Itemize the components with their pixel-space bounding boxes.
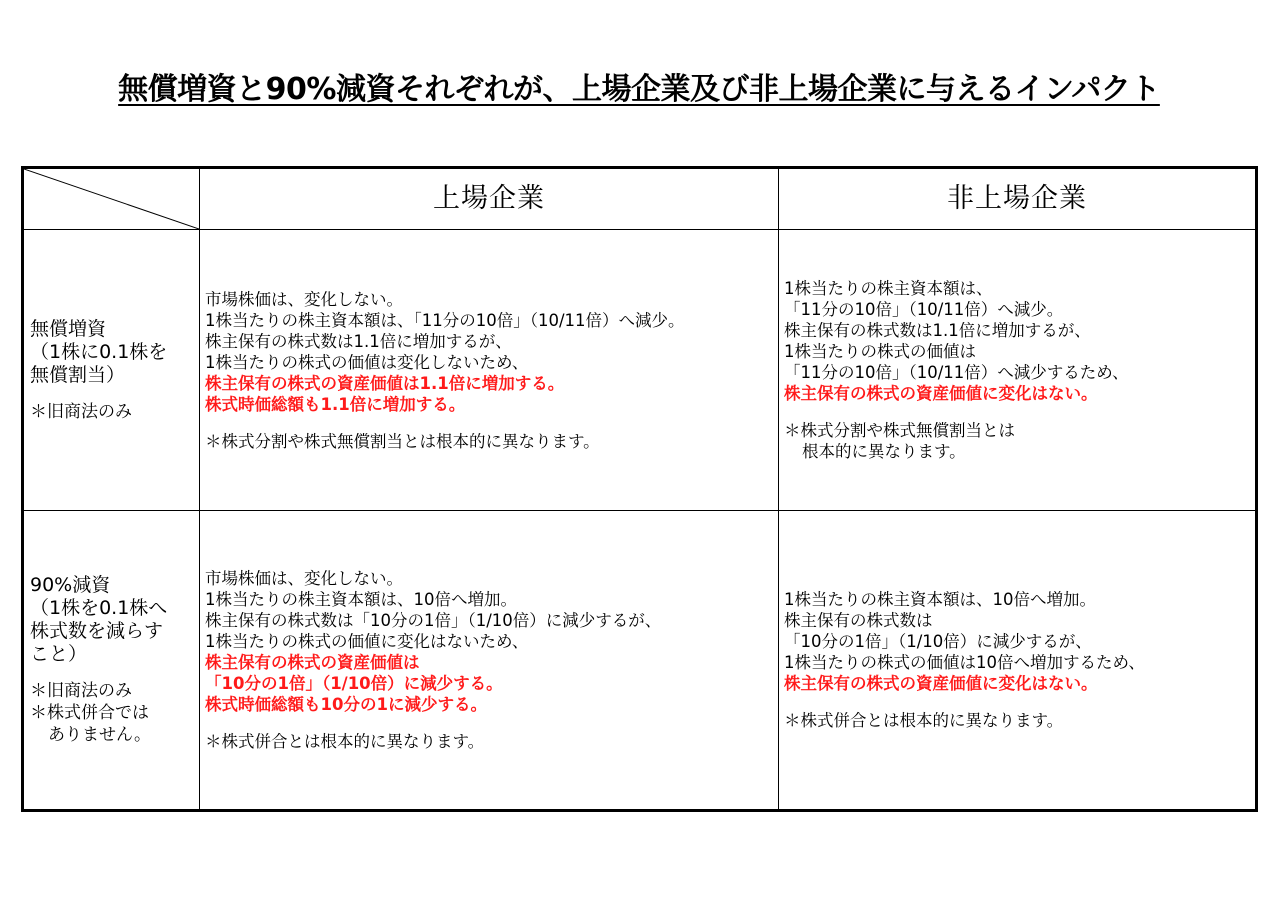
comparison-table (21, 166, 1258, 812)
row-header-note: ＊旧商法のみ (30, 401, 132, 422)
cell-note-line: 根本的に異なります。 (802, 442, 966, 461)
row-header-note: ＊旧商法のみ (30, 681, 132, 701)
page-title: 無償増資と90%減資それぞれが、上場企業及び非上場企業に与えるインパクト (118, 72, 1160, 107)
cell-emphasis-line: 「10分の1倍」（1/10倍）に減少する。 (205, 674, 503, 693)
cell-emphasis-line: 株式時価総額も10分の1に減少する。 (205, 695, 487, 714)
cell-note-line: ＊株式併合とは根本的に異なります。 (784, 711, 1064, 730)
cell-note (205, 731, 774, 752)
row-header-line: 90%減資 (30, 574, 111, 596)
row-header-line: こと） (30, 643, 88, 665)
column-header-unlisted: 非上場企業 (779, 168, 1257, 230)
cell-emphasis-line: 株主保有の株式の資産価値に変化はない。 (784, 384, 1098, 403)
cell-text-line: 市場株価は、変化しない。 (205, 289, 403, 309)
cell-note (784, 420, 1251, 462)
row-header-bonus-issue (23, 230, 200, 511)
cell-text-line: 1株当たりの株式の価値は10倍へ増加するため、 (784, 653, 1145, 672)
cell-text-line: 「11分の10倍」（10/11倍）へ減少するため、 (784, 363, 1129, 382)
cell-text-line: 株主保有の株式数は (784, 611, 933, 630)
table-row (23, 511, 1257, 811)
cell-text-line: 「11分の10倍」（10/11倍）へ減少。 (784, 300, 1064, 319)
cell-emphasis-line: 株式時価総額も1.1倍に増加する。 (205, 394, 466, 414)
row-header-line: 無償増資 (30, 317, 107, 340)
cell-text-line: 1株当たりの株主資本額は、「11分の10倍」（10/11倍）へ減少。 (205, 310, 685, 330)
row-header-capital-reduction (23, 511, 200, 811)
cell-text-line: 1株当たりの株式の価値は (784, 342, 976, 361)
row-header-note: ありません。 (48, 725, 152, 745)
cell-note-line: ＊株式分割や株式無償割当とは (784, 421, 1015, 440)
row-header-line: 株式数を減らす (30, 620, 164, 642)
row-header-note: ＊株式併合では (30, 703, 149, 723)
cell-bonus-issue-listed (200, 230, 779, 511)
cell-text-line: 1株当たりの株主資本額は、10倍へ増加。 (784, 590, 1096, 609)
corner-cell (23, 168, 200, 230)
row-header-line: （1株を0.1株へ (30, 597, 168, 619)
cell-text-line: 1株当たりの株式の価値は変化しないため、 (205, 352, 529, 372)
cell-text-line: 1株当たりの株主資本額は、10倍へ増加。 (205, 590, 517, 609)
cell-text-line: 株主保有の株式数は「10分の1倍」（1/10倍）に減少するが、 (205, 611, 662, 630)
cell-note-line: ＊株式分割や株式無償割当とは根本的に異なります。 (205, 431, 600, 451)
cell-note-line: ＊株式併合とは根本的に異なります。 (205, 732, 485, 751)
column-header-listed: 上場企業 (200, 168, 779, 230)
row-header-line: 無償割当） (30, 363, 126, 386)
cell-emphasis-line: 株主保有の株式の資産価値に変化はない。 (784, 674, 1098, 693)
diagonal-line (24, 169, 199, 229)
row-header-line: （1株に0.1株を (30, 340, 168, 363)
header-row (23, 168, 1257, 230)
cell-text-line: 1株当たりの株主資本額は、 (784, 279, 993, 298)
cell-text-line: 市場株価は、変化しない。 (205, 569, 403, 588)
cell-text-line: 株主保有の株式数は1.1倍に増加するが、 (205, 331, 512, 351)
cell-capital-reduction-unlisted (779, 511, 1257, 811)
cell-note (205, 431, 774, 452)
cell-bonus-issue-unlisted (779, 230, 1257, 511)
cell-text-line: 1株当たりの株式の価値に変化はないため、 (205, 632, 529, 651)
cell-text-line: 株主保有の株式数は1.1倍に増加するが、 (784, 321, 1091, 340)
cell-capital-reduction-listed (200, 511, 779, 811)
cell-text-line: 「10分の1倍」（1/10倍）に減少するが、 (784, 632, 1092, 651)
cell-emphasis-line: 株主保有の株式の資産価値は1.1倍に増加する。 (205, 373, 565, 393)
cell-note (784, 710, 1251, 731)
cell-emphasis-line: 株主保有の株式の資産価値は (205, 653, 420, 672)
table-row (23, 230, 1257, 511)
